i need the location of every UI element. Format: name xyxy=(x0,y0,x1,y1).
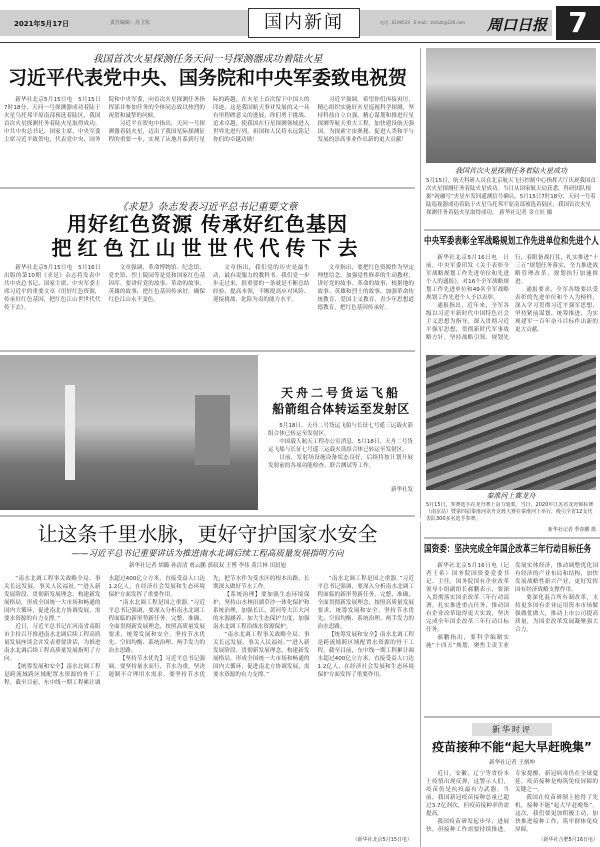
article5-headline-wrap xyxy=(424,544,600,556)
paragraph: “南水北调工程是国之重器。”习近平总书记强调，要深入分析南水北调工程面临的新形势新任务，完整、准确、全面贯彻新发展理念，按照高质量发展要求，统筹发展和安全，坚持节水优先、空间均衡、系统治理、两手发力的治水思路。 xyxy=(317,576,414,630)
paragraph: 通报指出，近年来，全军各级以习近平新时代中国特色社会主义思想为指导，深入贯彻习近平强军思想，贯彻新时代军事战略方针，坚持战略引领、规划先行，着眼备战打仗，扎实推进“十三五”规划任务落实，全力推进战略管理改革，规划执行加速推进。 xyxy=(426,255,598,341)
article2-headline xyxy=(0,212,415,260)
article5-headline: 国资委：坚决完成全年国企改革三年行动目标任务 xyxy=(424,544,592,555)
paragraph: 新华社北京5月15日电 5月16日出版的第10期《求是》杂志将发表中共中央总书记、国家主席、中央军委主席习近平的重要文章《用好红色资源，传承好红色基因，把红色江山世世代代传下去》。 xyxy=(4,265,101,311)
paragraph: 近日，习近平总书记在河南省南阳市主持召开推进南水北调后续工程高质量发展座谈会并发表重要讲话，为推进南水北调后续工程高质量发展指明了方向。 xyxy=(4,624,101,662)
article4-headline: 中央军委表彰全军战略规划工作先进单位和先进个人 xyxy=(424,236,599,247)
article1-kicker: 我国首次火星探测任务天问一号探测器成功着陆火星 xyxy=(92,54,323,65)
divider xyxy=(424,537,600,539)
paragraph: 【统筹发展和安全】南水北调工程是跨流域跨区域配置水资源的骨干工程。截至目前，东中线一期工程累计调水超过400亿立方米，直接受益人口达1.2亿人，在经济社会发展和生态环境保护方面发挥了重要作用。 xyxy=(317,632,414,678)
rocket-launch-site-photo xyxy=(0,355,258,510)
editor-line: 责任编辑：苏卫东 xyxy=(110,20,151,26)
section-title: 国内新闻 xyxy=(248,8,360,38)
mars-caption-title: 我国首次火星探测任务着陆火星成功 xyxy=(455,167,567,175)
paragraph: 【坚持节水优先】习近平总书记强调，要坚持量水而行、节水为重，坚决遏制不合理用水需求。要坚持节水优先，把节水作为受水区的根本出路，长期深入做好节水工作。 xyxy=(108,576,310,678)
divider xyxy=(0,187,415,189)
header-rule xyxy=(0,42,600,43)
article1-headline: 习近平代表党中央、国务院和中央军委致电祝贺 xyxy=(7,67,407,89)
article1-body xyxy=(4,96,414,182)
paragraph: 近日，安徽、辽宁等省份本土疫情出现反弹，这警示人们，疫苗仍是抗疫最有力武器。当前，我国新冠疫苗接种总量已超过3.7亿剂次，但疫苗接种率仍需提高。 xyxy=(426,771,509,817)
paragraph: 5月18日，天舟二号货运飞船与长征七号遥三运载火箭组合体已转运至发射区。 xyxy=(268,423,413,437)
paragraph: 郝鹏指出，要科学编制实施“十四五”规划，聚焦主责主业发展实体经济，推动调整优化国有经济的产业布局和结构，加快发展战略性新兴产业，更好发挥国有经济战略支撑作用。 xyxy=(426,563,598,649)
headline-line: 用好红色资源 传承好红色基因 xyxy=(67,212,348,236)
paragraph: 文章指出，我们党的历史是最生动、最有说服力的教科书。我们党一步步走过来，很重要的一条就是不断总结经验、提高本领，不断提高应对风险、迎接挑战、化险为夷的能力水平。 xyxy=(213,265,310,303)
article2-body xyxy=(4,264,414,346)
paragraph: 通报要求，全军各级要以受表彰的先进单位和个人为榜样，深入学习贯彻习近平强军思想，坚持紧前谋划、统筹推进，为实现建军一百年奋斗目标作出新的更大贡献。 xyxy=(515,287,598,333)
divider xyxy=(424,716,600,718)
paragraph: 要深化混合所有制改革，支持更多国有企业运用资本市场做强做优做大，推动上市公司提高质量，为国企改革发展凝聚强大合力。 xyxy=(515,595,598,633)
divider xyxy=(0,350,415,352)
headline-line: 船箭组合体转运至发射区 xyxy=(272,402,410,416)
dragon-boat-photo xyxy=(426,355,596,490)
article3-body xyxy=(4,575,414,831)
column-divider xyxy=(420,48,421,518)
article2-kicker: 《求是》杂志发表习近平总书记重要文章 xyxy=(117,202,298,213)
article3-subhead: ——习近平总书记重要讲话为推进南水北调后续工程高质量发展指明方向 xyxy=(71,549,344,559)
article4-body xyxy=(426,254,598,346)
article3-headline: 让这条千里水脉，更好守护国家水安全 xyxy=(37,522,378,546)
divider xyxy=(424,229,600,231)
commentary-body xyxy=(426,770,598,834)
headline-line: 把红色江山世世代代传下去 xyxy=(51,236,364,260)
contact-info: 电话：8199533 E-mail：zkrbzb@126.com xyxy=(380,20,466,25)
paragraph: 新华社北京5月16日电（记者王希）国务院国资委党委书记、主任，国务院国有企业改革领导小组副组长郝鹏表示，要深入贯彻落实国企改革三年行动部署，扎实推进重点任务，推动国有企业改革取得更大实效，坚决完成全年国企改革三年行动目标任务。 xyxy=(426,563,509,633)
commentary-headline: 疫苗接种不能“起大早赶晚集” xyxy=(432,740,592,754)
paragraph: “南水北调工程事关战略全局、事关长远发展、事关人民福祉。”“进入新发展阶段、贯彻新发展理念、构建新发展格局，形成全国统一大市场和畅通的国内大循环，促进南北方协调发展，需要水资源的有力支撑。” xyxy=(4,576,101,622)
commentary-continued: （新华社合肥5月16日电） xyxy=(538,837,598,843)
paragraph: 新华社北京5月15日电 5月15日7时18分，天问一号探测器成功着陆于火星乌托邦平原南部预选着陆区，我国首次火星探测任务着陆火星取得成功。中共中央总书记、国家主席、中央军委主席习近平致贺电，代表党中央、国务院和中央军委，向首次火星探测任务指挥部并参加任务的全体同志致以热烈的祝贺和诚挚的问候。 xyxy=(4,97,205,143)
paragraph: 文章强调，革命博物馆、纪念馆、党史馆、烈士陵园等是党和国家红色基因库。要讲好党的故事、革命的故事、英雄的故事，把红色基因传承好，确保红色江山永不变色。 xyxy=(108,265,205,303)
column-divider xyxy=(420,522,421,847)
commentary-byline: 新华社记者 王炳坤 xyxy=(489,760,535,766)
paragraph: 【统筹发展和安全】南水北调工程是跨流域跨区域配置水资源的骨干工程。截至目前，东中线一期工程累计调水超过400亿立方米，直接受益人口达1.2亿人，在经济社会发展和生态环境保护方面发挥了重要作用。 xyxy=(4,576,205,686)
paragraph: 我国疫苗研发起步早、进展快，但接种工作需要持续推进。专家提醒，新冠病毒仍在全球蔓延，疫苗接种是构筑免疫屏障的关键之一。 xyxy=(426,771,598,833)
article5-body xyxy=(426,562,598,712)
boat-caption-title: 秦淮河上赛龙舟 xyxy=(486,492,536,500)
paragraph: 我国在疫苗研制上抢得了先机，接种不能“起大早赶晚集”。这次，我们要更加积极主动，加快推进接种工作，筑牢群体免疫屏障。 xyxy=(515,795,598,833)
paragraph: “南水北调工程是国之重器。”习近平总书记强调，要深入分析南水北调工程面临的新形势新任务，完整、准确、全面贯彻新发展理念，按照高质量发展要求，统筹发展和安全，坚持节水优先、空间均衡、系统治理、两手发力的治水思路。 xyxy=(108,600,205,654)
newspaper-logo: 周口日报 xyxy=(487,16,548,34)
rocket-shape xyxy=(65,385,75,480)
paragraph: 目前，发射场设施设备状态良好，后续将按计划开展发射前的各项功能检查、联合测试等工作。 xyxy=(268,455,413,469)
tianzhou-credit: 新华社发 xyxy=(390,487,413,493)
paragraph: 文章指出，要把红色资源作为坚定理想信念、加强党性修养的生动教材，讲好党的故事、革命的故事、根据地的故事、英雄和烈士的故事，加强革命传统教育、爱国主义教育、青少年思想道德教育，把红色基因传承好。 xyxy=(317,265,414,311)
paragraph: 习近平强调，希望你们再接再厉，精心组织实施好火星巡视科学探测，坚持科技自立自强，精心谋划和推进行星探测等航天重大工程，加快建设航天强国，为探索宇宙奥秘、促进人类和平与发展的崇高事业作出新的更大贡献！ xyxy=(317,97,414,143)
tianzhou-body xyxy=(268,422,413,484)
paragraph: 新华社北京5月16日电 日前，中央军委印发《关于表彰全军战略规划工作先进单位和先进个人的通报》，对16个全军战略规划工作先进单位和49名全军战略规划工作先进个人予以表彰。 xyxy=(426,255,509,301)
article3-continued: （新华社北京5月15日电） xyxy=(352,837,412,843)
tianzhou-headline xyxy=(266,385,416,417)
boat-caption: 5月15日，参赛选手在龙舟赛上奋力划桨。当日，2020年江苏省龙舟锦标赛（南京站）暨第四届秦淮河龙舟竞渡大赛在秦淮河上举行，吸引全省12支代表队300多名选手参赛。 xyxy=(426,502,594,522)
photo-credit: 新华社记者 金立旺 摄 xyxy=(499,210,553,216)
caption-text: 5月15日，航天科研人员在北京航天飞行控制中心指挥大厅庆祝我国首次火星探测任务着陆火星成功。当日从国家航天局获悉，科研团队根据“祝融号”火星车发回遥测信号确认，5月15日7时18分，天问一号着陆巡视器成功着陆于火星乌托邦平原南部预选着陆区，我国首次火星探测任务着陆火星取得成功。 xyxy=(426,178,596,216)
commentary-label: 新华时评 xyxy=(472,723,552,736)
tower-shape xyxy=(195,395,230,465)
paragraph: 习近平在贺电中指出，天问一号探测器着陆火星，迈出了我国星际探测征程的重要一步，实现了从地月系到行星际的跨越，在火星上首次留下中国人的印迹，这是我国航天事业发展的又一具有里程碑意义的进展。你们勇于挑战、追求卓越，使我国在行星探测领域进入世界先进行列，祖国和人民将永远铭记你们的卓越功勋！ xyxy=(108,97,310,143)
boat-credit: 新华社记者 季春鹏 摄 xyxy=(547,527,596,533)
paragraph: 【系统治理】要加强生态环境保护，坚持山水林田湖草沙一体化保护和系统治理，加强长江、黄河等大江大河的水源涵养，加大生态保护力度，加强南水北调工程沿线水资源保护。 xyxy=(213,592,310,630)
issue-date: 2021年5月17日 xyxy=(14,20,70,28)
page-number: 7 xyxy=(556,6,600,40)
paragraph: 中国载人航天工程办公室消息，5月18日，天舟二号货运飞船与长征七号遥三运载火箭组合体已转运至发射区。 xyxy=(268,439,413,453)
headline-line: 天舟二号货运飞船 xyxy=(280,386,401,400)
article4-headline-wrap xyxy=(424,236,600,248)
mars-caption xyxy=(426,177,596,225)
article3-byline: 新华社记者 胡璐 孙清清 贾云鹏 郭叔双 王博 李伟 黄江林 田晨旭 xyxy=(129,563,286,569)
paragraph: “南水北调工程事关战略全局、事关长远发展、事关人民福祉。”“进入新发展阶段、贯彻新发展理念、构建新发展格局，形成全国统一大市场和畅通的国内大循环，促进南北方协调发展，需要水资源的有力支撑。” xyxy=(213,632,310,678)
divider xyxy=(0,515,415,517)
mars-celebration-photo xyxy=(426,48,596,163)
